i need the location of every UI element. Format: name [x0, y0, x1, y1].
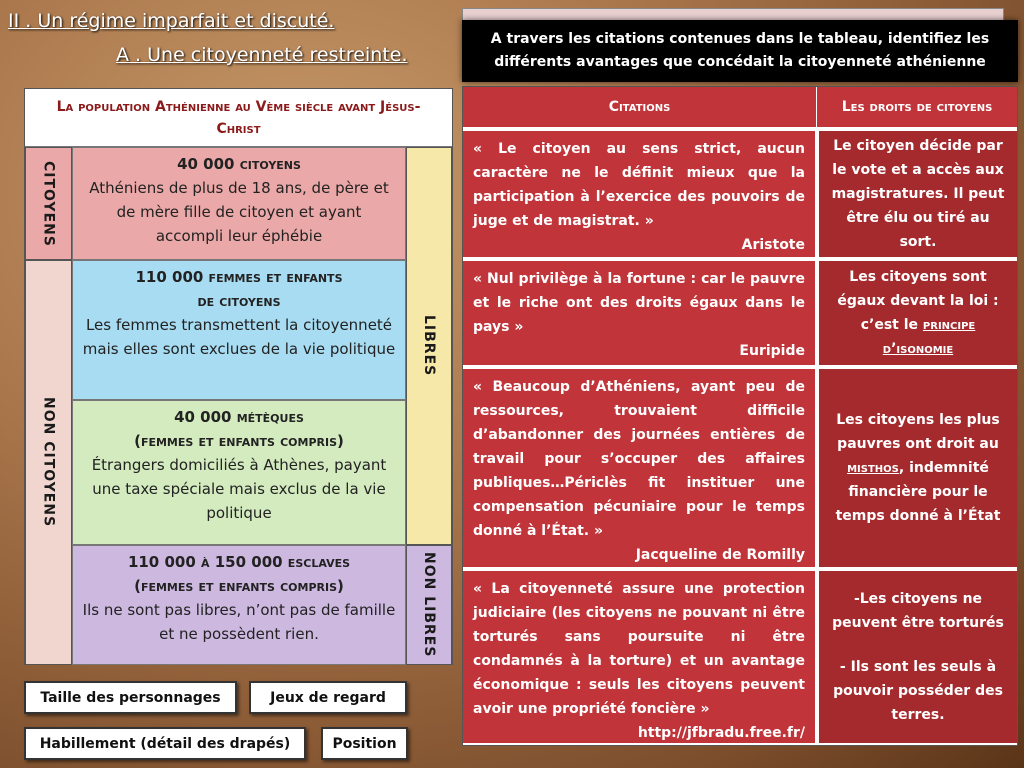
habillement-button[interactable]: Habillement (détail des drapés)	[24, 727, 306, 760]
quote-text: « La citoyenneté assure une protection judiciaire (les citoyens ne pouvant ni être torturés sans poursuite ni être condamnés à la torture) et un avantage économique : seuls les citoyens peuvent avoir une propriété foncière »	[473, 581, 805, 717]
row-femmes-heading: 110 000 femmes et enfants	[135, 268, 343, 286]
right-text-post: , indemnité financière pour le temps donné à l’État	[835, 460, 1001, 524]
right-text-1: -Les citoyens ne peuvent être torturés	[832, 591, 1004, 631]
row-esclaves	[72, 545, 406, 665]
right-text: Les citoyens sont égaux devant la loi : c’est le	[837, 269, 999, 333]
quote-text: « Nul privilège à la fortune : car le pauvre et le riche ont des droits égaux dans le pays »	[473, 271, 805, 335]
row-femmes-heading2: de citoyens	[197, 292, 281, 310]
right-text: Les citoyens les plus pauvres ont droit au	[836, 412, 1000, 452]
label-non-libres-text: NON LIBRES	[421, 552, 437, 658]
population-table-header: La population Athénienne au Vème siècle avant Jésus-Christ	[25, 89, 452, 147]
row-meteques	[72, 400, 406, 545]
instruction-box: A travers les citations contenues dans le tableau, identifiez les différents avantages que concédait la citoyenneté athénienne	[462, 20, 1018, 82]
quote-row-1	[463, 131, 815, 257]
label-citoyens-text: CITOYENS	[40, 160, 57, 247]
isonomie-term: principe d’isonomie	[882, 317, 976, 357]
label-libres	[406, 147, 452, 545]
row-citoyens	[72, 147, 406, 260]
row-femmes-text: Les femmes transmettent la citoyenneté mais elles sont exclues de la vie politique	[82, 316, 396, 358]
row-meteques-heading2: (femmes et enfants compris)	[134, 432, 344, 450]
row-esclaves-heading2: (femmes et enfants compris)	[134, 577, 344, 595]
quote-author: Jacqueline de Romilly	[635, 547, 805, 563]
col-header-citations: Citations	[463, 87, 817, 127]
quote-row-4	[463, 571, 815, 743]
row-meteques-heading: 40 000 métèques	[174, 408, 304, 426]
right-row-4	[819, 571, 1017, 743]
taille-button[interactable]: Taille des personnages	[24, 681, 237, 714]
label-non-citoyens-text: NON CITOYENS	[40, 397, 57, 528]
regard-button[interactable]: Jeux de regard	[249, 681, 407, 714]
sub-title: A . Une citoyenneté restreinte.	[116, 44, 408, 66]
row-femmes	[72, 260, 406, 400]
row-meteques-text: Étrangers domiciliés à Athènes, payant une taxe spéciale mais exclus de la vie politique	[91, 456, 387, 522]
quote-author: Aristote	[741, 237, 805, 253]
row-esclaves-text: Ils ne sont pas libres, n’ont pas de famille et ne possèdent rien.	[82, 601, 396, 643]
quote-text: « Le citoyen au sens strict, aucun caractère ne le définit mieux que la participation à l’exercice des pouvoirs de juge et de magistrat. »	[473, 141, 805, 229]
col-header-droits: Les droits de citoyens	[817, 87, 1017, 127]
quote-author: http://jfbradu.free.fr/	[637, 725, 805, 741]
quote-row-2	[463, 261, 815, 365]
population-table	[24, 88, 453, 665]
right-text: Le citoyen décide par le vote et a accès aux magistratures. Il peut être élu ou tiré au sort.	[831, 138, 1005, 250]
label-libres-text: LIBRES	[421, 315, 437, 377]
quote-author: Euripide	[739, 343, 805, 359]
citations-table	[462, 86, 1018, 746]
position-button[interactable]: Position	[321, 727, 408, 760]
misthos-term: misthos	[847, 460, 899, 476]
quote-row-3	[463, 369, 815, 567]
label-non-citoyens	[25, 260, 72, 665]
row-citoyens-text: Athéniens de plus de 18 ans, de père et de mère fille de citoyen et ayant accompli leur éphébie	[89, 179, 389, 245]
row-esclaves-heading: 110 000 à 150 000 esclaves	[127, 553, 351, 571]
right-row-1	[819, 131, 1017, 257]
right-row-2	[819, 261, 1017, 365]
label-non-libres	[406, 545, 452, 665]
main-title: II . Un régime imparfait et discuté.	[8, 10, 335, 32]
right-text-2: - Ils sont les seuls à pouvoir posséder des terres.	[833, 659, 1003, 723]
quote-text: « Beaucoup d’Athéniens, ayant peu de ressources, trouvaient difficile d’abandonner des journées entières de travail pour s’occuper des affaires publiques…Périclès fit instituer une compensation pécuniaire pour le temps donné à l’État. »	[473, 379, 805, 539]
label-citoyens	[25, 147, 72, 260]
right-row-3	[819, 369, 1017, 567]
row-citoyens-heading: 40 000 citoyens	[177, 155, 301, 173]
